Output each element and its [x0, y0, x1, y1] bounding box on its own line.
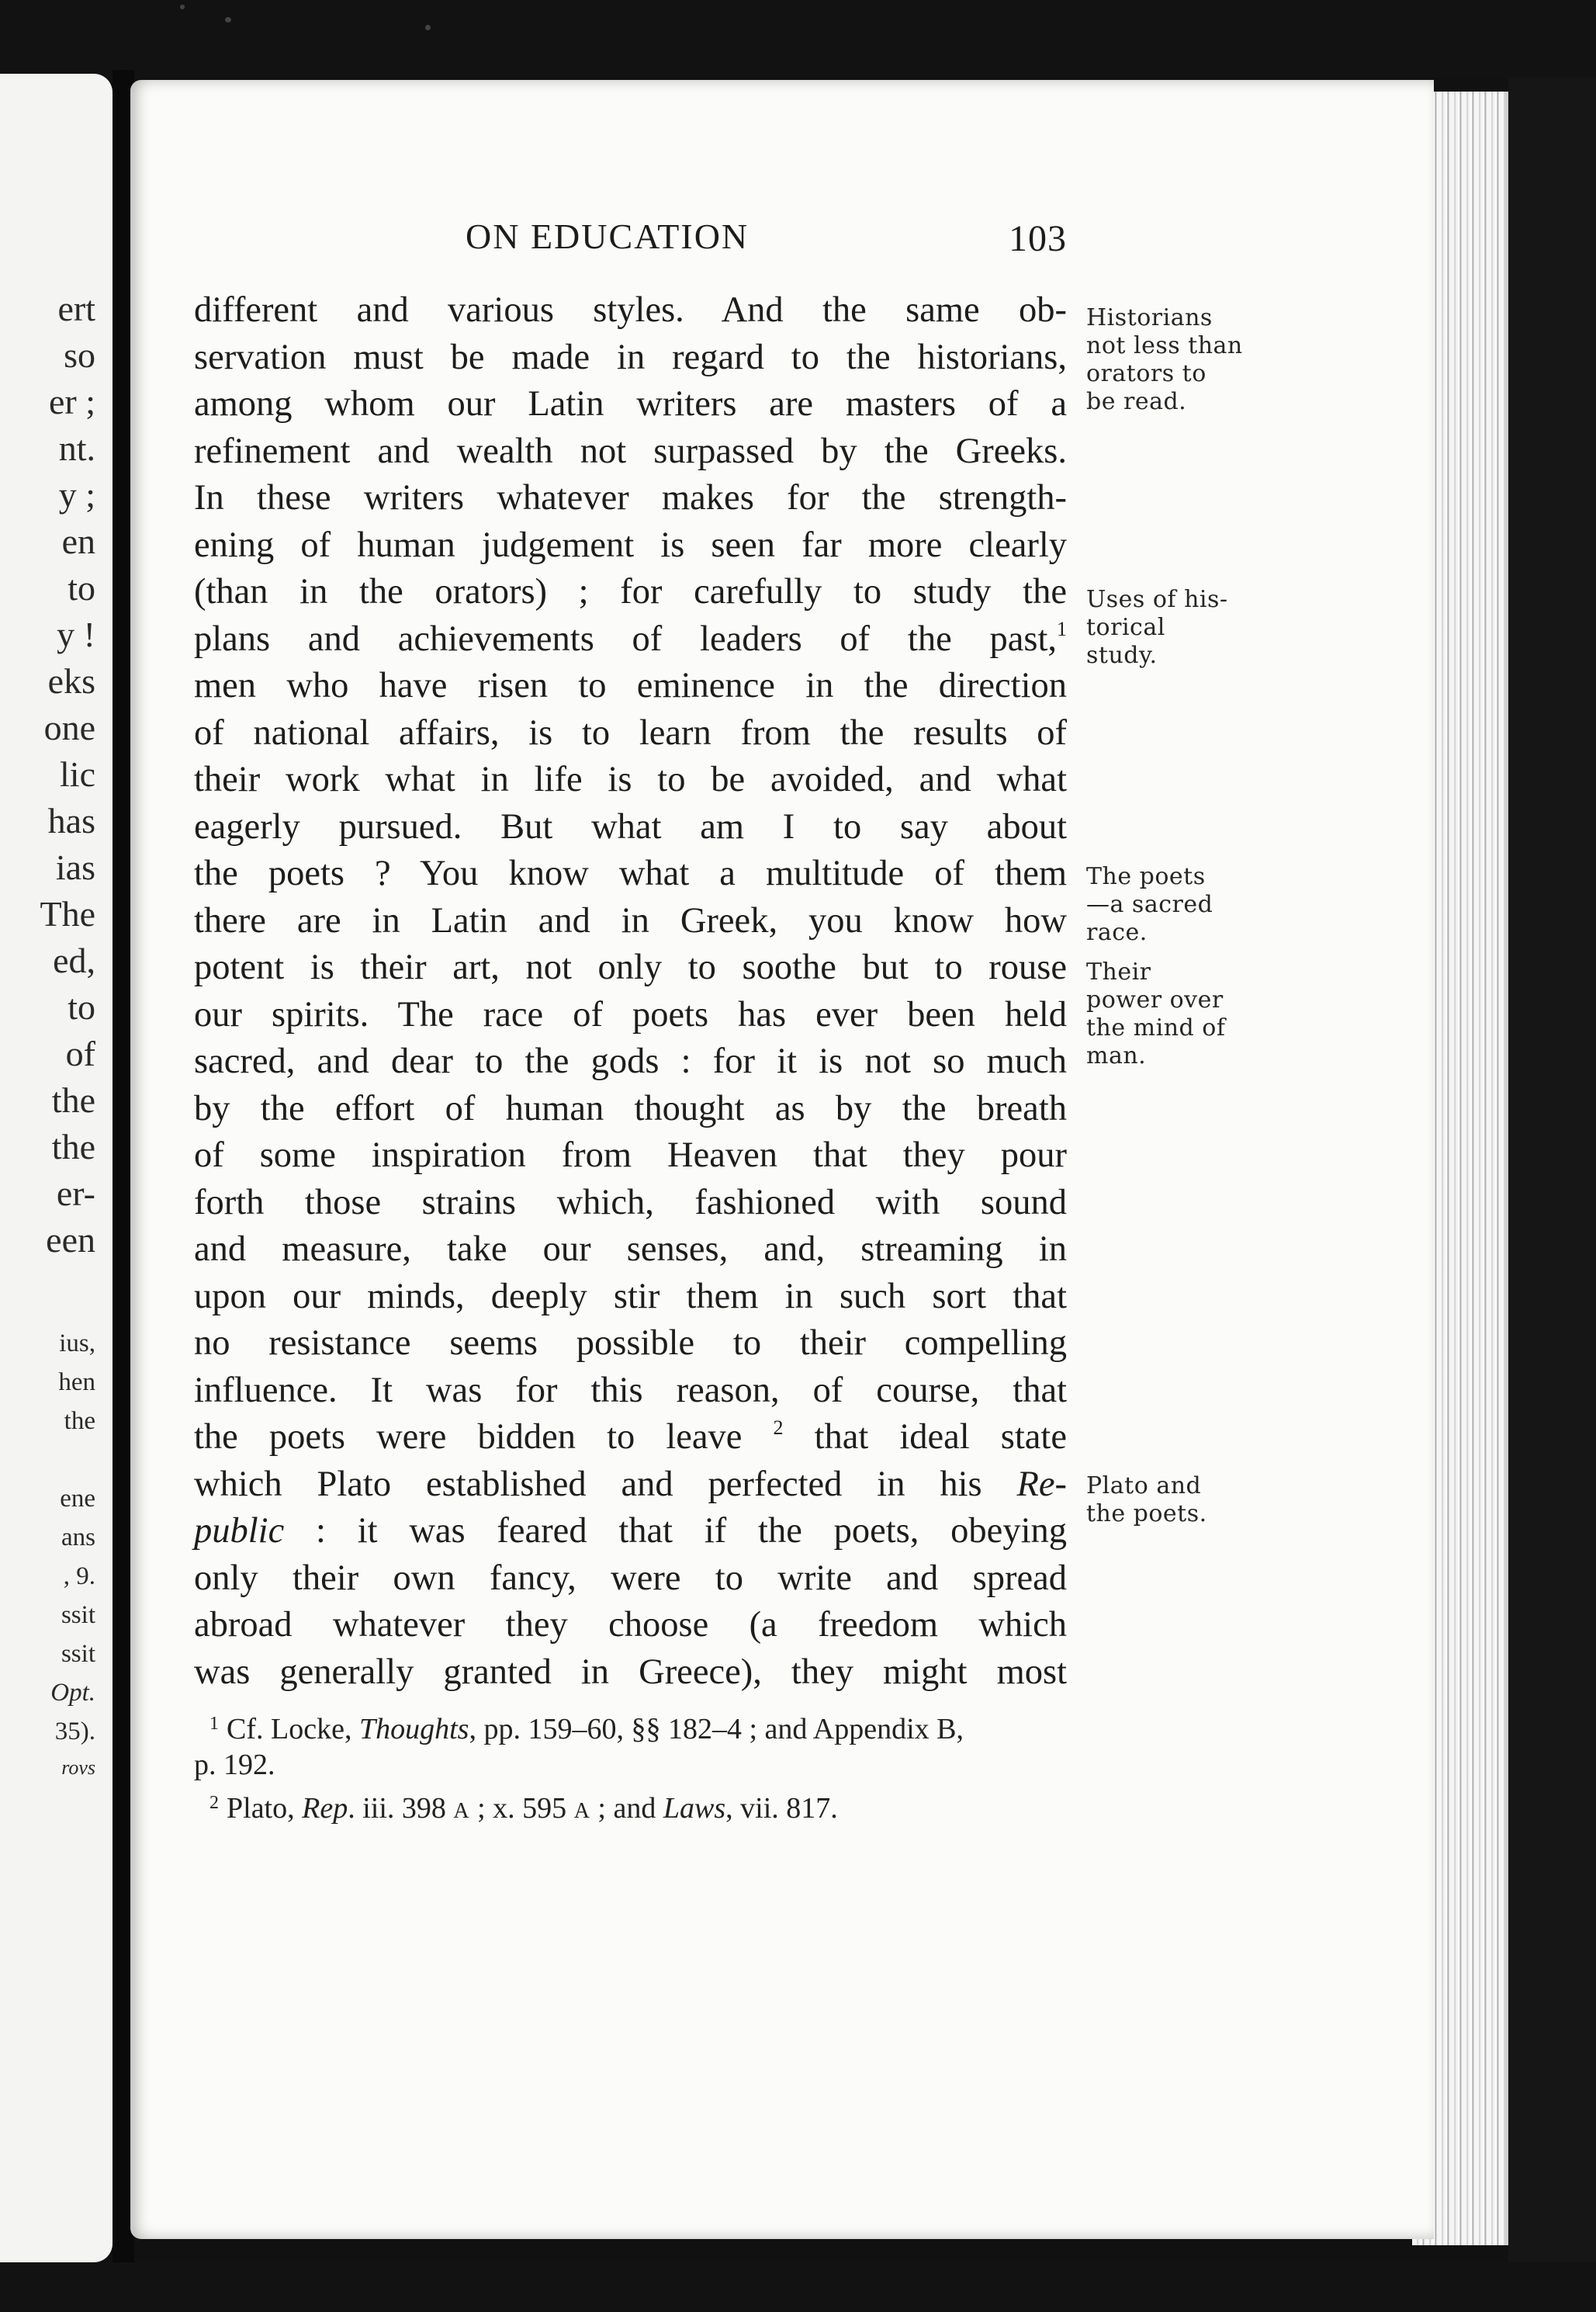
- marginal-note-line: Uses of his-: [1086, 586, 1228, 613]
- body-line: by the effort of human thought as by the breath: [194, 1088, 1067, 1128]
- left-page-line: y !: [57, 615, 95, 654]
- left-page-note-line: 35).: [54, 1718, 95, 1745]
- left-page-note-line: ssit: [61, 1640, 95, 1668]
- marginal-note-line: not less than: [1086, 332, 1243, 359]
- footnote-title: Laws: [663, 1792, 726, 1825]
- body-line-text: which Plato established and perfected in his: [194, 1464, 982, 1504]
- body-line: influence. It was for this reason, of course, that: [194, 1370, 1067, 1410]
- body-line-italic: Re-: [1016, 1464, 1067, 1504]
- body-line: public : it was feared that if the poets, obeying: [194, 1511, 1067, 1551]
- body-line: In these writers whatever makes for the strength-: [194, 478, 1067, 518]
- body-line: our spirits. The race of poets has ever been held: [194, 994, 1067, 1035]
- left-page-note-line: hen: [58, 1368, 95, 1396]
- body-line: among whom our Latin writers are masters of a: [194, 384, 1067, 424]
- left-page-line: nt.: [58, 428, 95, 468]
- body-line: upon our minds, deeply stir them in such sort that: [194, 1276, 1067, 1316]
- left-page-line: ias: [55, 848, 95, 887]
- left-page-line: the: [51, 1080, 95, 1120]
- dust-speck: [425, 25, 431, 30]
- left-page-line: to: [68, 568, 95, 608]
- footnote-ref-2: 2: [773, 1416, 784, 1439]
- marginal-note-historical-study: [1086, 586, 1228, 670]
- body-line: the poets ? You know what a multitude of them: [194, 854, 1067, 893]
- dust-speck: [225, 17, 231, 23]
- body-line: sacred, and dear to the gods : for it is not so much: [194, 1042, 1067, 1081]
- left-page-line: er-: [56, 1173, 95, 1213]
- footnote-marker: 1: [209, 1714, 219, 1734]
- marginal-note-line: power over: [1086, 986, 1224, 1014]
- footnote-small-caps: A: [573, 1799, 590, 1823]
- body-line: different and various styles. And the same ob-: [194, 290, 1067, 330]
- marginal-note-line: —a sacred: [1086, 891, 1213, 918]
- body-line: ening of human judgement is seen far more clearly: [194, 525, 1067, 565]
- marginal-note-line: man.: [1086, 1042, 1147, 1069]
- body-line: only their own fancy, were to write and spread: [194, 1558, 1067, 1598]
- body-line-italic: public: [194, 1511, 285, 1551]
- left-page-line: The: [40, 894, 95, 934]
- body-line: [194, 1461, 1067, 1509]
- footnote-text: . iii. 398: [348, 1792, 446, 1825]
- left-page-note-line: the: [64, 1407, 95, 1435]
- body-line: [194, 1414, 1067, 1461]
- dust-speck: [180, 5, 185, 9]
- body-line: their work what in life is to be avoided, and what: [194, 760, 1067, 799]
- body-line-text: plans and achievements of leaders of the past,: [194, 619, 1057, 659]
- scan-right-border: [1508, 78, 1596, 2312]
- left-page-note-line: ius,: [59, 1329, 95, 1357]
- left-page-line: er ;: [48, 382, 95, 421]
- left-page-note-line: ssit: [61, 1601, 95, 1629]
- footnote-1: [209, 1711, 964, 1751]
- body-line-text: the poets were bidden to leave: [194, 1417, 743, 1457]
- footnote-2: [209, 1790, 838, 1830]
- left-page-line: een: [46, 1220, 95, 1260]
- marginal-note-line: the poets.: [1086, 1500, 1207, 1527]
- marginal-note-line: Plato and: [1086, 1472, 1202, 1499]
- body-line: of some inspiration from Heaven that they pour: [194, 1135, 1067, 1175]
- left-page-line: ed,: [53, 941, 95, 980]
- footnote-text: ; and: [597, 1792, 656, 1825]
- left-page-line: lic: [60, 754, 95, 794]
- scan-top-border: [0, 0, 1596, 78]
- footnote-text: , pp. 159–60, §§ 182–4 ; and Appendix B,: [469, 1713, 964, 1745]
- footnote-text: , vii. 817.: [725, 1792, 838, 1825]
- footnote-small-caps: A: [453, 1799, 470, 1823]
- left-page-note-line: ene: [60, 1485, 95, 1513]
- left-page-note-line: rovs: [61, 1756, 95, 1779]
- left-page-line: of: [65, 1034, 95, 1073]
- body-line-text: that ideal state: [814, 1417, 1067, 1457]
- marginal-note-sacred-race: [1086, 863, 1213, 947]
- marginal-note-power-over-mind: [1086, 958, 1225, 1070]
- marginal-note-line: be read.: [1086, 388, 1187, 415]
- body-line: potent is their art, not only to soothe but to rouse: [194, 948, 1067, 987]
- body-line: was generally granted in Greece), they might most: [194, 1652, 1067, 1692]
- footnote-text: ; x. 595: [477, 1792, 567, 1825]
- footnote-ref-1: 1: [1057, 618, 1067, 640]
- scan-bottom-border: [0, 2262, 1596, 2312]
- left-page-note-line: Opt.: [50, 1679, 95, 1707]
- left-page-line: one: [43, 708, 95, 747]
- footnote-title: Thoughts: [358, 1713, 469, 1745]
- marginal-note-line: study.: [1086, 642, 1158, 669]
- body-line: men who have risen to eminence in the direction: [194, 666, 1067, 705]
- page-number: 103: [1009, 218, 1067, 259]
- marginal-note-line: torical: [1086, 614, 1165, 641]
- body-line: servation must be made in regard to the historians,: [194, 337, 1067, 377]
- body-line: abroad whatever they choose (a freedom which: [194, 1605, 1067, 1645]
- footnote-1-continuation: p. 192.: [194, 1749, 275, 1781]
- marginal-note-line: Historians: [1086, 304, 1213, 331]
- body-line: and measure, take our senses, and, streaming in: [194, 1229, 1067, 1269]
- left-page-line: to: [68, 987, 95, 1027]
- marginal-note-line: race.: [1086, 919, 1148, 946]
- marginal-note-line: Their: [1086, 958, 1151, 986]
- footnote-marker: 2: [209, 1793, 219, 1813]
- left-page-line: so: [64, 335, 95, 375]
- left-page-line: y ;: [58, 475, 95, 515]
- left-page-fragment: [0, 74, 113, 2262]
- running-head: ON EDUCATION: [466, 217, 750, 256]
- footnote-title: Rep: [302, 1792, 348, 1825]
- marginal-note-line: the mind of: [1086, 1014, 1226, 1042]
- body-line: forth those strains which, fashioned with sound: [194, 1182, 1067, 1222]
- body-line: eagerly pursued. But what am I to say about: [194, 806, 1067, 847]
- body-line: (than in the orators) ; for carefully to study the: [194, 572, 1067, 612]
- body-line: [194, 616, 1067, 664]
- left-page-line: ert: [57, 289, 95, 328]
- left-page-line: the: [51, 1127, 95, 1166]
- left-page-note-line: ans: [61, 1523, 95, 1551]
- marginal-note-historians: [1086, 304, 1243, 416]
- marginal-note-line: The poets: [1086, 863, 1206, 890]
- left-page-line: has: [47, 801, 95, 841]
- body-line: of national affairs, is to learn from the results of: [194, 712, 1067, 753]
- footnote-text: Cf. Locke,: [227, 1713, 352, 1745]
- body-text: [194, 287, 1067, 1696]
- body-line-text: it was feared that if the poets, obeying: [357, 1511, 1067, 1551]
- marginal-note-plato: [1086, 1472, 1207, 1528]
- left-page-line: eks: [47, 661, 95, 701]
- footnote-text: Plato,: [227, 1792, 295, 1825]
- marginal-note-line: orators to: [1086, 360, 1207, 387]
- left-page-line: en: [61, 522, 95, 561]
- left-page-note-line: , 9.: [63, 1562, 95, 1590]
- body-line: there are in Latin and in Greek, you know how: [194, 900, 1067, 941]
- body-line: refinement and wealth not surpassed by the Greeks.: [194, 431, 1067, 471]
- body-line: no resistance seems possible to their compelling: [194, 1323, 1067, 1363]
